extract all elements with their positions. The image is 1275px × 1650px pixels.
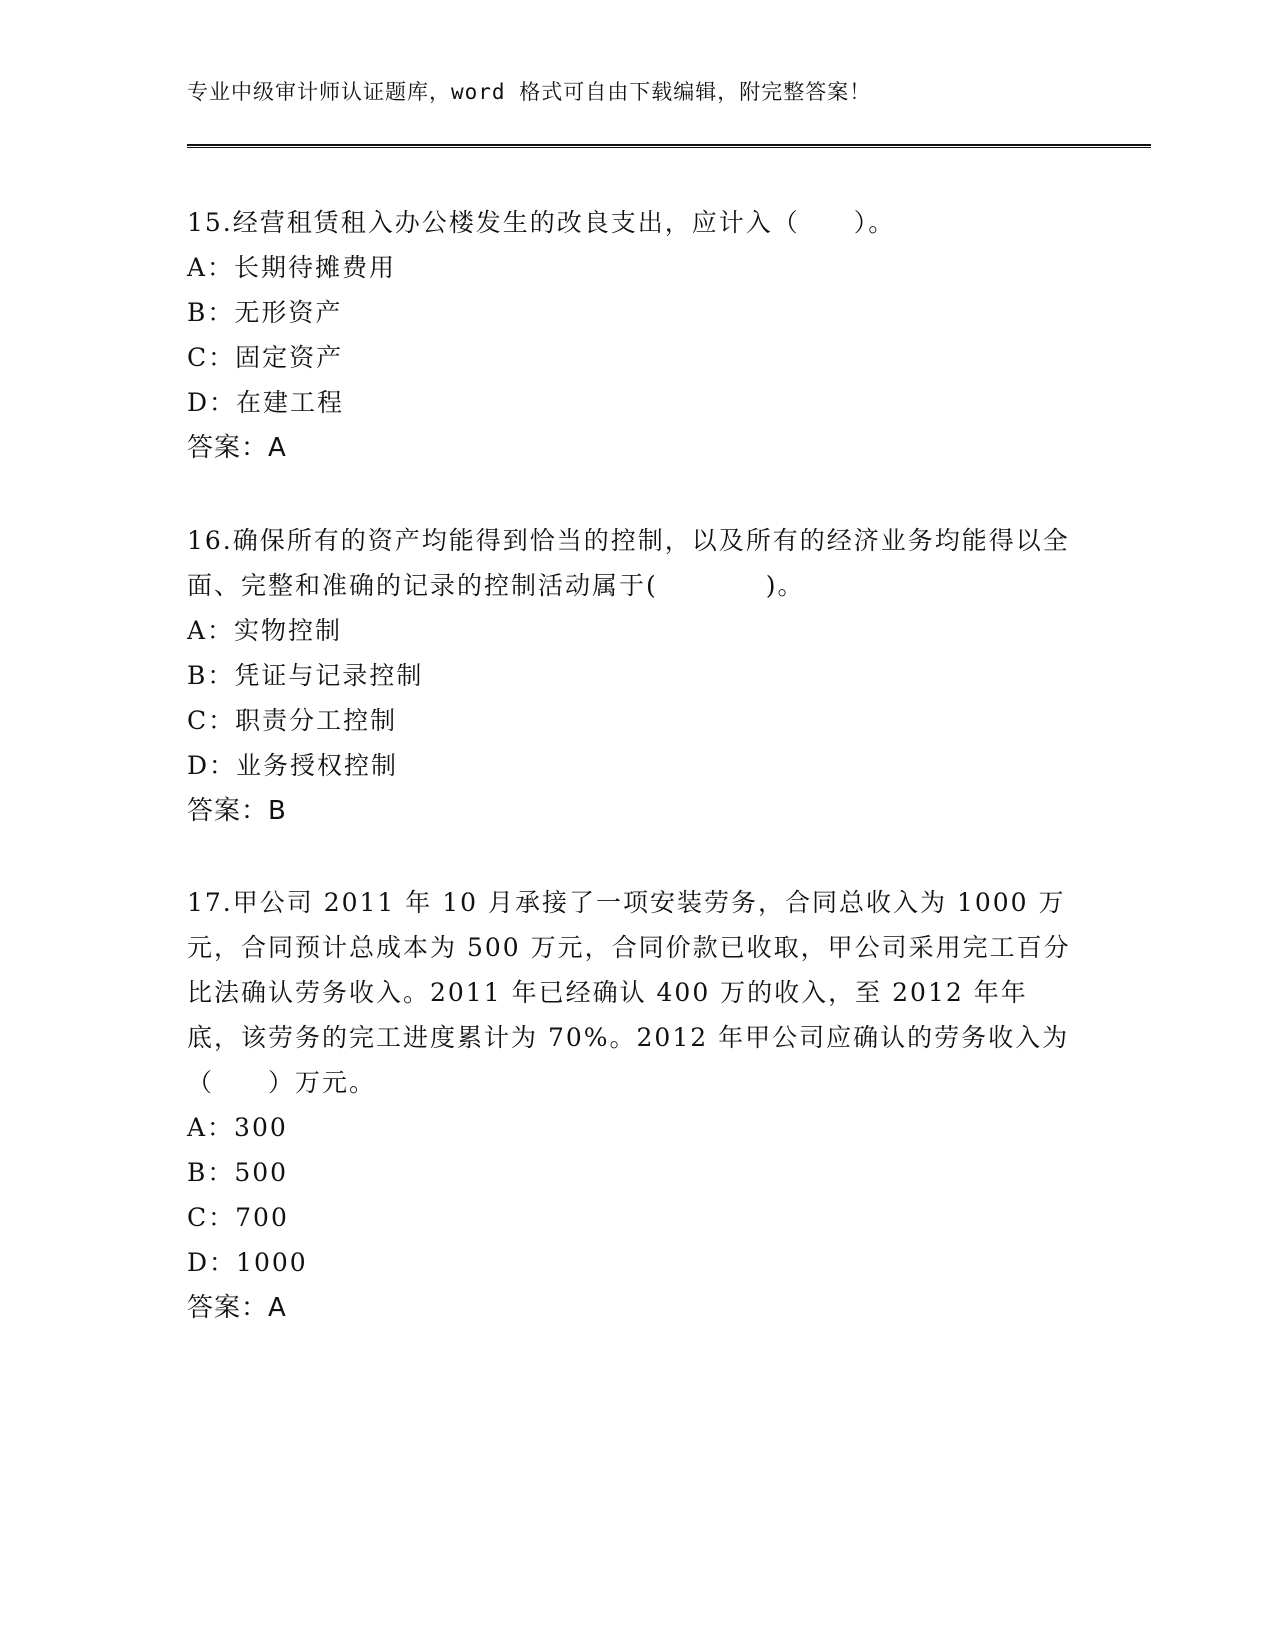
answer-line: 答案：A [187, 433, 287, 463]
option-d: D：在建工程 [187, 388, 345, 417]
option-d: D：业务授权控制 [187, 751, 399, 780]
answer-line: 答案：A [187, 1293, 287, 1323]
header-divider [187, 144, 1151, 148]
question-block [187, 518, 1077, 834]
option-c: C：职责分工控制 [187, 706, 398, 735]
option-a: A：长期待摊费用 [187, 253, 397, 282]
option-c: C：700 [187, 1203, 289, 1232]
option-b: B：凭证与记录控制 [187, 661, 424, 690]
question-block [187, 200, 1077, 471]
question-stem: 16.确保所有的资产均能得到恰当的控制，以及所有的经济业务均能得以全面、完整和准确的记录的控制活动属于( )。 [187, 526, 1070, 600]
question-stem: 17.甲公司 2011 年 10 月承接了一项安装劳务，合同总收入为 1000 万元，合同预计总成本为 500 万元，合同价款已收取，甲公司采用完工百分比法确认劳务收入。2011 年已经确认 400 万的收入，至 2012 年年底，该劳务的完工进度累计为 70%。2012 年甲公司应确认的劳务收入为（ ）万元。 [187, 888, 1071, 1097]
answer-line: 答案：B [187, 796, 287, 826]
option-b: B：500 [187, 1158, 289, 1187]
option-c: C：固定资产 [187, 343, 344, 372]
option-d: D：1000 [187, 1248, 308, 1277]
option-a: A：300 [187, 1113, 288, 1142]
option-b: B：无形资产 [187, 298, 343, 327]
page-header: 专业中级审计师认证题库，word 格式可自由下载编辑，附完整答案！ [187, 80, 872, 104]
question-stem: 15.经营租赁租入办公楼发生的改良支出，应计入（ ）。 [187, 208, 896, 237]
question-block [187, 880, 1077, 1331]
option-a: A：实物控制 [187, 616, 343, 645]
